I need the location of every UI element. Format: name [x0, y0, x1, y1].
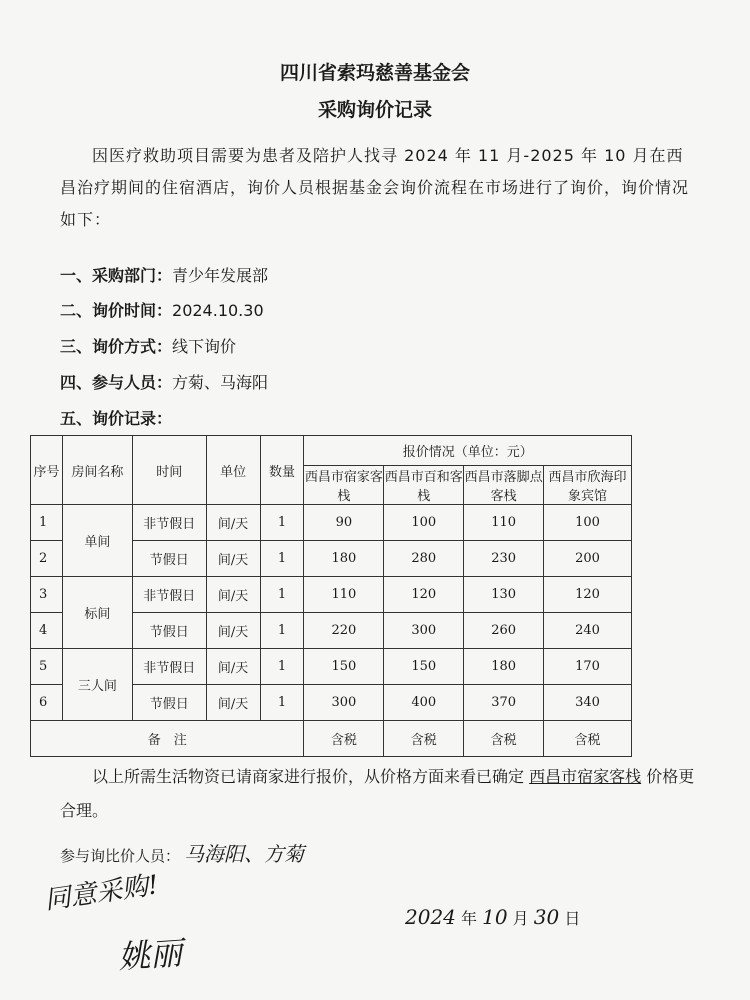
- row-number: 5: [31, 649, 63, 685]
- price-cell: 300: [384, 613, 464, 649]
- method-label: 三、询价方式：: [60, 337, 173, 356]
- row-number: 4: [31, 613, 63, 649]
- table-row: [31, 505, 632, 541]
- price-cell: 280: [384, 541, 464, 577]
- table-row: [31, 649, 632, 685]
- quote-table: [30, 435, 632, 757]
- price-cell: 180: [304, 541, 384, 577]
- time-cell: 非节假日: [132, 577, 206, 613]
- vendor-header: 西昌市宿家客栈: [304, 466, 384, 505]
- time-row: [60, 298, 264, 321]
- conclusion-pre: 以上所需生活物资已请商家进行报价，从价格方面来看已确定: [92, 767, 525, 786]
- time-value: 2024.10.30: [172, 301, 264, 320]
- price-cell: 340: [544, 685, 632, 721]
- price-cell: 100: [384, 505, 464, 541]
- header-qty: 数量: [260, 436, 304, 505]
- price-cell: 120: [384, 577, 464, 613]
- price-cell: 300: [304, 685, 384, 721]
- date-year: 2024: [405, 905, 456, 929]
- people-row: [60, 370, 268, 393]
- row-number: 2: [31, 541, 63, 577]
- unit-cell: 间/天: [206, 613, 260, 649]
- header-time: 时间: [132, 436, 206, 505]
- qty-cell: 1: [260, 685, 304, 721]
- vendor-header: 西昌市欣海印象宾馆: [544, 466, 632, 505]
- people-label: 四、参与人员：: [60, 373, 173, 392]
- price-cell: 230: [464, 541, 544, 577]
- price-cell: 150: [384, 649, 464, 685]
- remark-cell: 含税: [464, 721, 544, 757]
- qty-cell: 1: [260, 649, 304, 685]
- price-cell: 240: [544, 613, 632, 649]
- dept-value: 青少年发展部: [172, 266, 269, 285]
- header-unit: 单位: [206, 436, 260, 505]
- unit-cell: 间/天: [206, 685, 260, 721]
- room-type: 单间: [62, 505, 132, 577]
- unit-cell: 间/天: [206, 649, 260, 685]
- price-cell: 110: [304, 577, 384, 613]
- qty-cell: 1: [260, 577, 304, 613]
- approver-signature: 姚丽: [116, 933, 184, 977]
- dept-label: 一、采购部门：: [60, 266, 173, 285]
- time-cell: 节假日: [132, 685, 206, 721]
- price-cell: 180: [464, 649, 544, 685]
- price-cell: 370: [464, 685, 544, 721]
- date-day: 30: [533, 905, 560, 929]
- participants-label: 参与询比价人员：: [60, 847, 181, 865]
- remark-cell: 含税: [304, 721, 384, 757]
- header-no: 序号: [31, 436, 63, 505]
- record-label: 五、询价记录：: [60, 409, 173, 428]
- participants-signature: 马海阳、方菊: [184, 842, 305, 866]
- unit-cell: 间/天: [206, 541, 260, 577]
- conclusion-post: 价格更合理。: [60, 767, 695, 820]
- remark-cell: 含税: [384, 721, 464, 757]
- price-cell: 150: [304, 649, 384, 685]
- price-cell: 260: [464, 613, 544, 649]
- date-year-char: 年: [461, 909, 478, 928]
- room-type: 标间: [62, 577, 132, 649]
- qty-cell: 1: [260, 541, 304, 577]
- room-type: 三人间: [62, 649, 132, 721]
- time-cell: 非节假日: [132, 649, 206, 685]
- participants-row: [60, 838, 304, 867]
- price-cell: 110: [464, 505, 544, 541]
- conclusion-choice: 西昌市宿家客栈: [529, 767, 642, 786]
- date-month: 10: [482, 905, 508, 929]
- row-number: 3: [31, 577, 63, 613]
- remark-label: 备 注: [31, 721, 304, 757]
- price-cell: 220: [304, 613, 384, 649]
- price-cell: 200: [544, 541, 632, 577]
- price-cell: 100: [544, 505, 632, 541]
- doc-title: 采购询价记录: [317, 99, 432, 121]
- dept-row: [60, 263, 268, 286]
- price-cell: 170: [544, 649, 632, 685]
- row-number: 1: [31, 505, 63, 541]
- unit-cell: 间/天: [206, 577, 260, 613]
- vendor-header: 西昌市百和客栈: [384, 466, 464, 505]
- people-value: 方菊、马海阳: [172, 373, 269, 392]
- row-number: 6: [31, 685, 63, 721]
- qty-cell: 1: [260, 505, 304, 541]
- date-month-char: 月: [512, 909, 529, 928]
- time-cell: 节假日: [132, 613, 206, 649]
- record-row: [60, 406, 172, 429]
- header-room: 房间名称: [62, 436, 132, 505]
- table-row: [31, 577, 632, 613]
- time-cell: 节假日: [132, 541, 206, 577]
- price-cell: 130: [464, 577, 544, 613]
- sign-date: [405, 905, 580, 929]
- time-label: 二、询价时间：: [60, 301, 173, 320]
- price-cell: 400: [384, 685, 464, 721]
- header-quote: 报价情况（单位：元）: [304, 436, 632, 466]
- method-row: [60, 334, 236, 357]
- conclusion-paragraph: [60, 760, 700, 828]
- time-cell: 非节假日: [132, 505, 206, 541]
- method-value: 线下询价: [172, 337, 237, 356]
- price-cell: 90: [304, 505, 384, 541]
- price-cell: 120: [544, 577, 632, 613]
- intro-paragraph: 因医疗救助项目需要为患者及陪护人找寻 2024 年 11 月-2025 年 10 月在西昌治疗期间的住宿酒店，询价人员根据基金会询价流程在市场进行了询价，询价情况如下：: [60, 146, 690, 229]
- remark-cell: 含税: [544, 721, 632, 757]
- remark-row: [31, 721, 632, 757]
- org-title: 四川省索玛慈善基金会: [279, 62, 470, 84]
- date-day-char: 日: [564, 909, 581, 928]
- qty-cell: 1: [260, 613, 304, 649]
- unit-cell: 间/天: [206, 505, 260, 541]
- vendor-header: 西昌市落脚点客栈: [464, 466, 544, 505]
- approval-note: 同意采购!: [42, 870, 161, 916]
